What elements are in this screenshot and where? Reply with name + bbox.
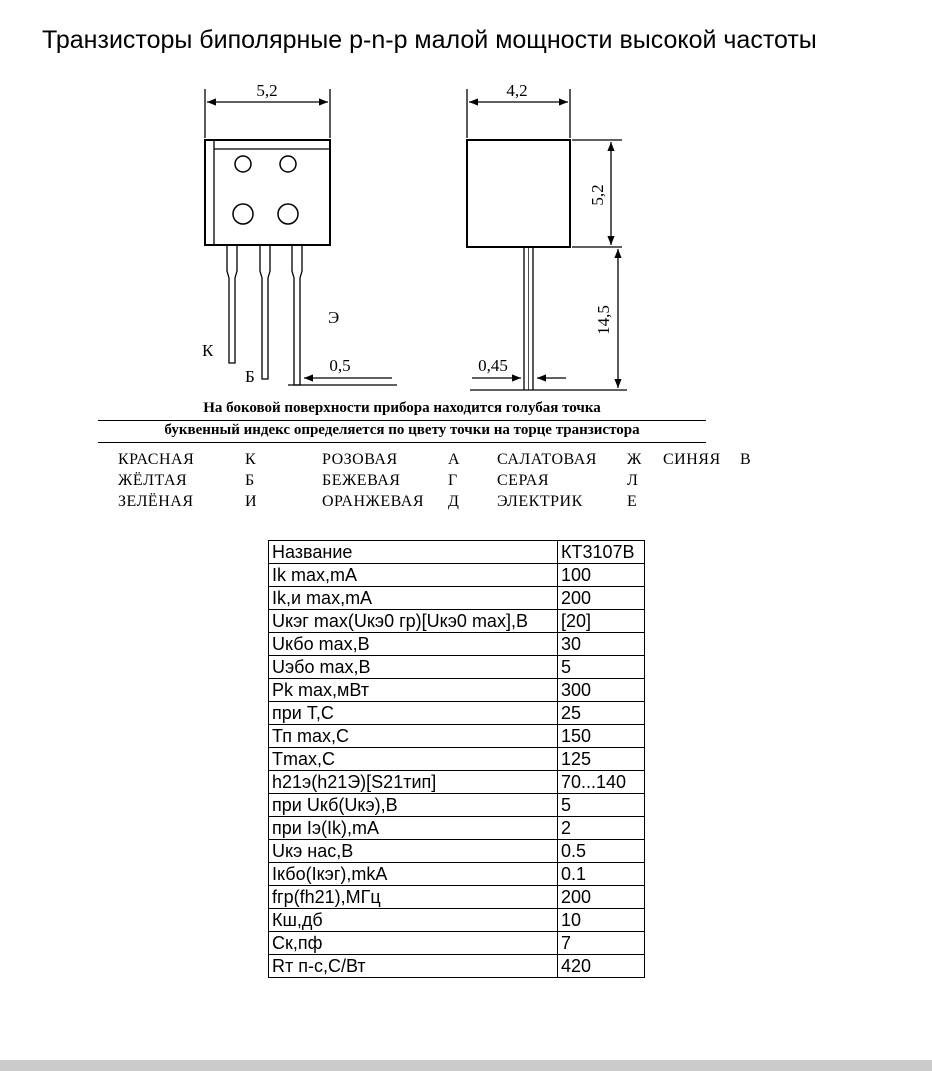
color-name: СИНЯЯ — [663, 451, 721, 468]
param-value: 0.1 — [558, 863, 645, 886]
param-value: 2 — [558, 817, 645, 840]
param-value: 25 — [558, 702, 645, 725]
param-label: Ск,пф — [269, 932, 558, 955]
dim-front-top-width: 5,2 — [256, 81, 278, 100]
color-letter: Е — [627, 493, 638, 510]
param-value: 10 — [558, 909, 645, 932]
color-name: ЗЕЛЁНАЯ — [118, 493, 194, 510]
color-name: САЛАТОВАЯ — [497, 451, 597, 468]
color-name — [663, 491, 740, 512]
color-letter: И — [245, 493, 258, 510]
note-line-1: На боковой поверхности прибора находится голубая точка — [98, 399, 706, 421]
pin-label-collector: К — [202, 341, 214, 360]
param-row — [269, 909, 645, 932]
param-row — [269, 748, 645, 771]
param-label: Ik,и max,mA — [269, 587, 558, 610]
color-letter: Л — [627, 472, 639, 489]
param-label: Название — [269, 541, 558, 564]
param-value: 300 — [558, 679, 645, 702]
param-value: 70...140 — [558, 771, 645, 794]
param-value: 420 — [558, 955, 645, 978]
param-label: Iкбо(Iкэг),mkA — [269, 863, 558, 886]
param-row — [269, 610, 645, 633]
param-row — [269, 817, 645, 840]
param-label: Uкэг max(Uкэ0 гр)[Uкэ0 max],В — [269, 610, 558, 633]
color-letter — [740, 491, 780, 512]
param-value: 125 — [558, 748, 645, 771]
color-letter: В — [740, 451, 752, 468]
param-table-body — [269, 541, 645, 978]
param-value: КТ3107В — [558, 541, 645, 564]
param-label: Uкбо max,В — [269, 633, 558, 656]
param-label: Тп max,С — [269, 725, 558, 748]
param-label: fгр(fh21),МГц — [269, 886, 558, 909]
param-row — [269, 771, 645, 794]
note-block — [98, 399, 706, 443]
color-name: ЭЛЕКТРИК — [497, 493, 583, 510]
param-row — [269, 932, 645, 955]
side-view-drawing — [467, 89, 627, 390]
page-title: Транзисторы биполярные p-n-p малой мощности высокой частоты — [42, 26, 817, 54]
param-row — [269, 702, 645, 725]
param-row — [269, 840, 645, 863]
front-view-drawing — [205, 89, 397, 385]
color-letter — [740, 470, 780, 491]
color-name: РОЗОВАЯ — [322, 451, 398, 468]
param-table — [268, 540, 645, 978]
param-label: Rт п-с,С/Вт — [269, 955, 558, 978]
color-letter: Г — [448, 472, 458, 489]
dim-side-lead-width: 0,45 — [478, 356, 508, 375]
param-row — [269, 725, 645, 748]
param-row — [269, 794, 645, 817]
color-letter: К — [245, 451, 257, 468]
color-name: КРАСНАЯ — [118, 451, 195, 468]
color-letter: Ж — [627, 451, 642, 468]
drawing-labels — [202, 81, 613, 386]
dim-front-lead-width: 0,5 — [329, 356, 351, 375]
param-value: 7 — [558, 932, 645, 955]
param-value: 0.5 — [558, 840, 645, 863]
color-letter: Б — [245, 472, 255, 489]
param-value: 200 — [558, 886, 645, 909]
color-letter: Д — [448, 493, 460, 510]
param-row — [269, 564, 645, 587]
color-name: ОРАНЖЕВАЯ — [322, 493, 425, 510]
param-label: Uэбо max,В — [269, 656, 558, 679]
param-value: 150 — [558, 725, 645, 748]
param-row — [269, 955, 645, 978]
color-name: БЕЖЕВАЯ — [322, 472, 401, 489]
param-label: h21э(h21Э)[S21тип] — [269, 771, 558, 794]
param-value: 5 — [558, 794, 645, 817]
pin-label-base: Б — [245, 367, 255, 386]
param-row — [269, 656, 645, 679]
param-label: Uкэ нас,В — [269, 840, 558, 863]
param-row — [269, 541, 645, 564]
page-bottom-edge — [0, 1060, 932, 1071]
param-value: 100 — [558, 564, 645, 587]
pin-label-emitter: Э — [328, 308, 340, 327]
dim-side-body-height: 5,2 — [588, 184, 607, 206]
param-row — [269, 633, 645, 656]
param-value: [20] — [558, 610, 645, 633]
color-letter: А — [448, 451, 461, 468]
package-drawings — [0, 75, 932, 410]
note-line-2: буквенный индекс определяется по цвету точки на торце транзистора — [98, 421, 706, 443]
param-label: при Uкб(Uкэ),В — [269, 794, 558, 817]
param-row — [269, 679, 645, 702]
param-row — [269, 886, 645, 909]
param-label: при Т,С — [269, 702, 558, 725]
param-label: Tmax,С — [269, 748, 558, 771]
param-label: Pk max,мВт — [269, 679, 558, 702]
color-name — [663, 470, 740, 491]
param-row — [269, 863, 645, 886]
param-row — [269, 587, 645, 610]
dim-side-lead-length: 14,5 — [594, 305, 613, 335]
color-name: СЕРАЯ — [497, 472, 550, 489]
param-label: Ik max,mA — [269, 564, 558, 587]
color-code-table — [118, 449, 780, 512]
param-value: 200 — [558, 587, 645, 610]
param-value: 5 — [558, 656, 645, 679]
param-label: при Iэ(Ik),mA — [269, 817, 558, 840]
param-label: Кш,дб — [269, 909, 558, 932]
dim-side-top-width: 4,2 — [506, 81, 528, 100]
param-value: 30 — [558, 633, 645, 656]
color-name: ЖЁЛТАЯ — [118, 472, 188, 489]
